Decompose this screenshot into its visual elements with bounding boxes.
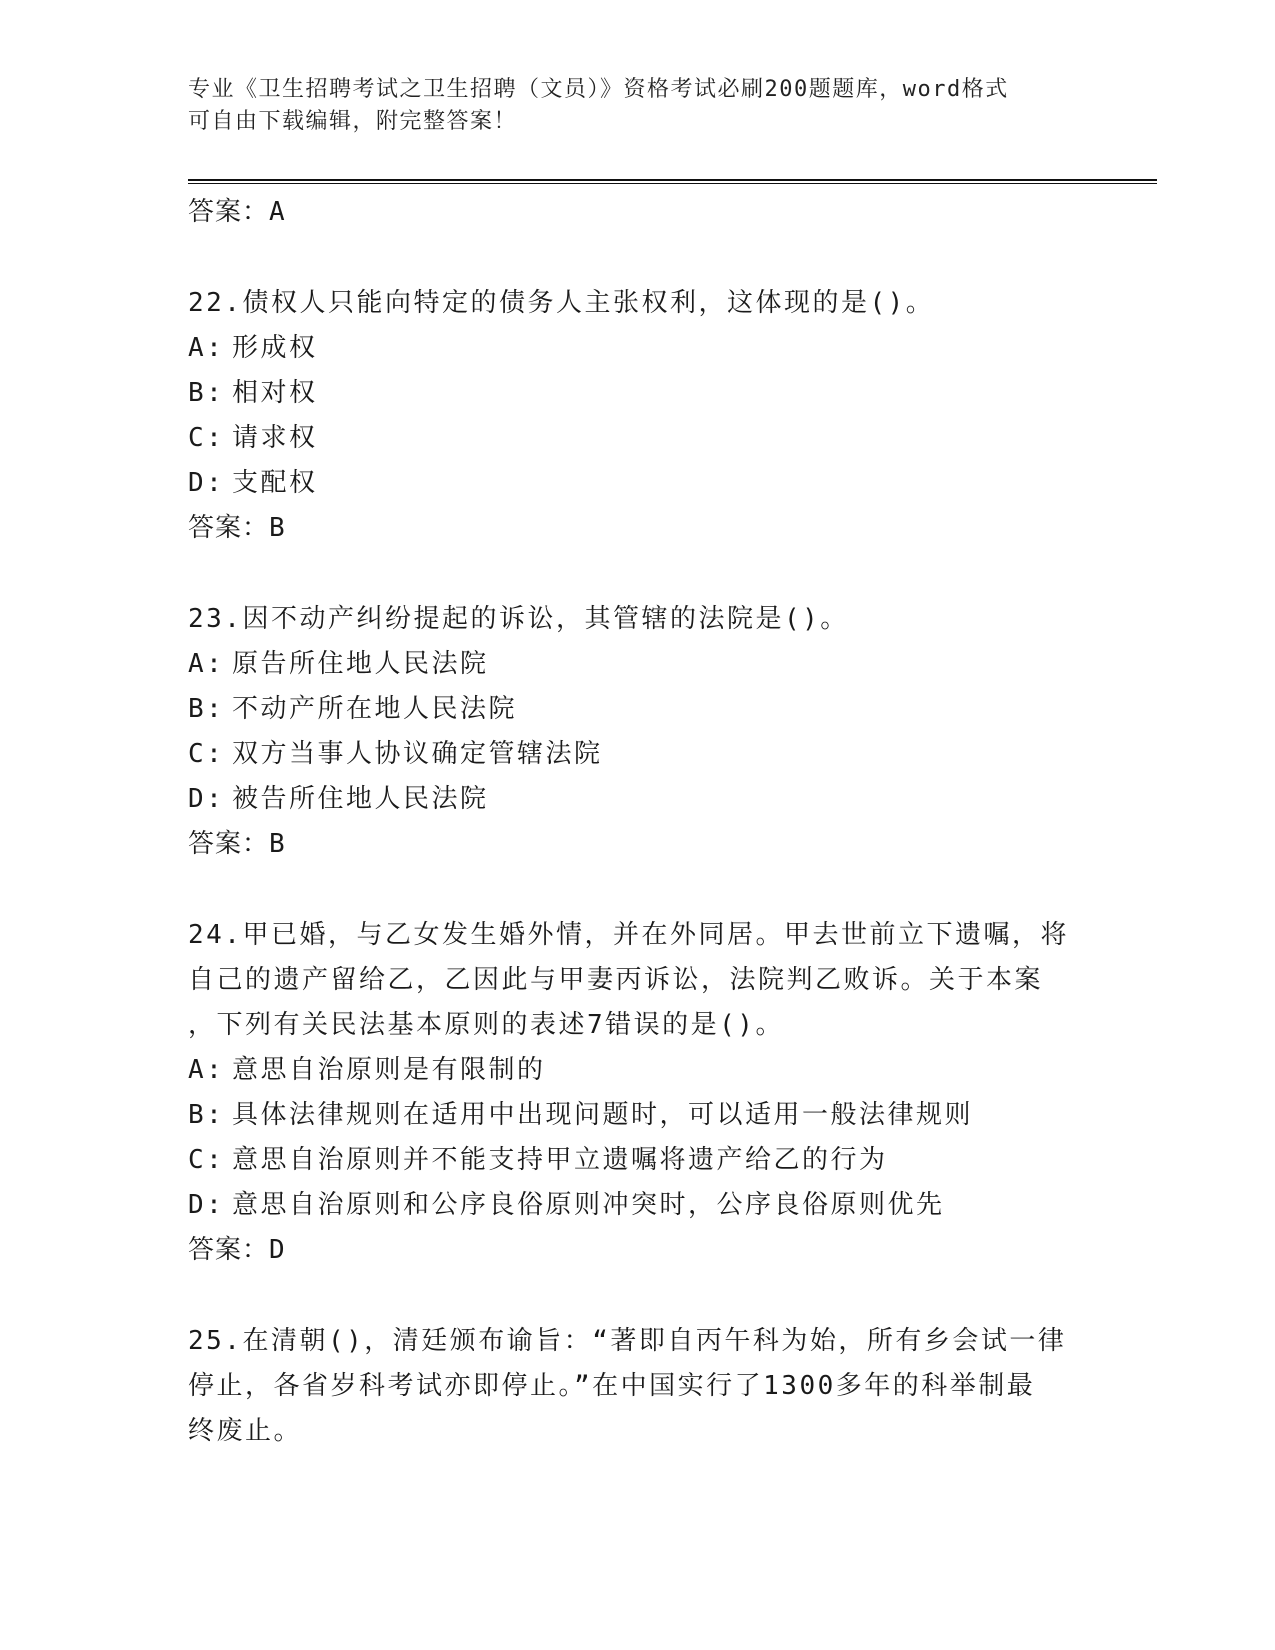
answer-line: 答案：B: [188, 513, 286, 543]
option-text: 双方当事人协议确定管辖法院: [232, 739, 603, 769]
option-text: 请求权: [232, 423, 318, 453]
option-text: 相对权: [232, 378, 318, 408]
option-key: B:: [188, 1100, 225, 1130]
option-d: [188, 461, 1088, 506]
option-text: 具体法律规则在适用中出现问题时，可以适用一般法律规则: [232, 1100, 974, 1130]
question-line: 自己的遗产留给乙，乙因此与甲妻丙诉讼，法院判乙败诉。关于本案: [188, 965, 1044, 995]
option-a: [188, 326, 1088, 371]
page-header: [188, 74, 1088, 138]
option-key: D:: [188, 784, 225, 814]
question-line: 停止，各省岁科考试亦即停止。”在中国实行了1300多年的科举制最: [188, 1371, 1036, 1401]
question-text: [188, 1319, 1088, 1454]
option-c: [188, 1138, 1088, 1183]
option-key: C:: [188, 739, 225, 769]
option-text: 形成权: [232, 333, 318, 363]
question-23: [188, 597, 1088, 867]
question-line: 23.因不动产纠纷提起的诉讼，其管辖的法院是()。: [188, 604, 849, 634]
option-key: A:: [188, 333, 225, 363]
option-c: [188, 416, 1088, 461]
option-text: 意思自治原则并不能支持甲立遗嘱将遗产给乙的行为: [232, 1145, 888, 1175]
option-key: B:: [188, 378, 225, 408]
answer-line: 答案：D: [188, 1235, 286, 1265]
option-b: [188, 371, 1088, 416]
option-key: B:: [188, 694, 225, 724]
question-25: [188, 1319, 1088, 1454]
header-divider-thin: [188, 183, 1157, 184]
header-divider-thick: [188, 179, 1157, 181]
option-key: C:: [188, 1145, 225, 1175]
question-text: [188, 913, 1088, 1048]
option-d: [188, 1183, 1088, 1228]
option-a: [188, 642, 1088, 687]
option-text: 被告所住地人民法院: [232, 784, 489, 814]
question-list: [188, 190, 1088, 1454]
option-a: [188, 1048, 1088, 1093]
answer-line: 答案：B: [188, 829, 286, 859]
option-text: 原告所住地人民法院: [232, 649, 489, 679]
option-key: A:: [188, 649, 225, 679]
question-line: 终废止。: [188, 1416, 303, 1446]
option-key: D:: [188, 1190, 225, 1220]
option-key: D:: [188, 468, 225, 498]
option-text: 意思自治原则和公序良俗原则冲突时，公序良俗原则优先: [232, 1190, 945, 1220]
option-key: C:: [188, 423, 225, 453]
option-d: [188, 777, 1088, 822]
question-line: 22.债权人只能向特定的债务人主张权利，这体现的是()。: [188, 288, 935, 318]
option-text: 支配权: [232, 468, 318, 498]
question-text: [188, 281, 1088, 326]
option-key: A:: [188, 1055, 225, 1085]
question-line: 25.在清朝()，清廷颁布谕旨：“著即自丙午科为始，所有乡会试一律: [188, 1326, 1067, 1356]
option-text: 不动产所在地人民法院: [232, 694, 518, 724]
question-line: ，下列有关民法基本原则的表述7错误的是()。: [188, 1010, 784, 1040]
question-24: [188, 913, 1088, 1273]
header-line-1: 专业《卫生招聘考试之卫生招聘（文员）》资格考试必刷200题题库，word格式: [188, 77, 1009, 102]
option-b: [188, 687, 1088, 732]
question-22: [188, 281, 1088, 551]
question-text: [188, 597, 1088, 642]
question-line: 24.甲已婚，与乙女发生婚外情，并在外同居。甲去世前立下遗嘱，将: [188, 920, 1069, 950]
option-text: 意思自治原则是有限制的: [232, 1055, 546, 1085]
option-b: [188, 1093, 1088, 1138]
answer-line: 答案：A: [188, 197, 286, 227]
header-line-2: 可自由下载编辑，附完整答案！: [188, 109, 518, 134]
option-c: [188, 732, 1088, 777]
